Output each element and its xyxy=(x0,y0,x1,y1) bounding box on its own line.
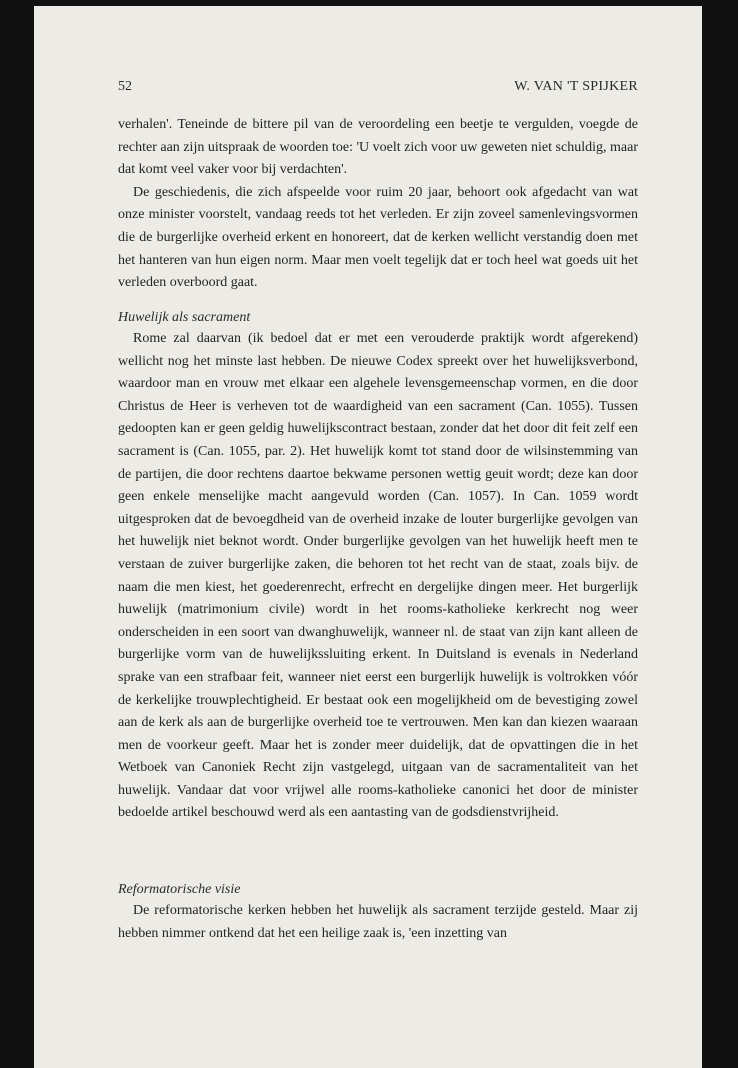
section-heading: Huwelijk als sacrament xyxy=(118,310,251,325)
paragraph: De geschiedenis, die zich afspeelde voor ruim 20 jaar, behoort ook afgedacht van wat onze minister voorstelt, vandaag reeds tot het verleden. Er zijn zoveel samenlevingsvormen die de burgerlijke overheid erkent en honoreert, dat de kerken wellicht verstandig doen met het hanteren van hun eigen norm. Maar men voelt tegelijk dat er toch heel wat goeds uit het verleden overboord gaat. xyxy=(118,184,638,291)
paragraph: verhalen'. Teneinde de bittere pil van de veroordeling een beetje te vergulden, voegde de rechter aan zijn uitspraak de woorden toe: 'U voelt zich voor uw geweten niet schuldig, maar dat komt veel vaker voor bij verdachten'. xyxy=(118,117,638,178)
paragraph: De reformatorische kerken hebben het huwelijk als sacrament terzijde gesteld. Maar zij hebben nimmer ontkend dat het een heilige zaak is, 'een inzetting van xyxy=(118,903,638,941)
body-text-intro xyxy=(118,114,638,295)
body-text-reformatory xyxy=(118,900,638,945)
author-name: W. VAN 'T SPIJKER xyxy=(514,79,638,94)
paragraph: Rome zal daarvan (ik bedoel dat er met een verouderde praktijk wordt afgerekend) wellicht nog het minste last hebben. De nieuwe Codex spreekt over het huwelijksverbond, waardoor man en vrouw met elkaar een algehele levensgemeenschap vormen, en die door Christus de Heer is verheven tot de waardigheid van een sacrament (Can. 1055). Tussen gedoopten kan er geen geldig huwelijkscontract bestaan, zonder dat het door dit feit zelf een sacrament is (Can. 1055, par. 2). Het huwelijk komt tot stand door de wilsinstemming van de partijen, die door rechtens daartoe bekwame personen wettig geuit wordt; deze kan door geen enkele menselijke macht aangevuld worden (Can. 1057). In Can. 1059 wordt uitgesproken dat de bevoegdheid van de overheid inzake de louter burgerlijke gevolgen van het huwelijk niet beknot wordt. Onder burgerlijke gevolgen van het huwelijk heeft men te verstaan de zuiver burgerlijke zaken, die behoren tot het recht van de staat, zoals bijv. de naam die men kiest, het goederenrecht, erfrecht en dergelijke dingen meer. Het burgerlijk huwelijk (matrimonium civile) wordt in het rooms-katholieke kerkrecht nog weer onderscheiden in een soort van dwanghuwelijk, wanneer nl. de staat van zijn kant alleen de burgerlijke vorm van de huwelijkssluiting erkent. In Duitsland is evenals in Nederland sprake van een strafbaar feit, wanneer niet eerst een burgerlijk huwelijk is voltrokken vóór de kerkelijke trouwplechtigheid. Er bestaat ook een mogelijkheid om de bevestiging zowel aan de kerk als aan de burgerlijke overheid toe te vertrouwen. Men kan dan kiezen waaraan men de voorkeur geeft. Maar het is zonder meer duidelijk, dat de opvattingen die in het Wetboek van Canoniek Recht zijn vastgelegd, uitgaan van de sacramentaliteit van het huwelijk. Vandaar dat voor vrijwel alle rooms-katholieke canonici het door de minister bedoelde artikel beschouwd werd als een aantasting van de godsdienstvrijheid. xyxy=(118,331,638,821)
running-head xyxy=(118,79,638,97)
scan-border-right xyxy=(702,0,738,1068)
scan-border-left xyxy=(0,0,34,1068)
body-text-sacrament xyxy=(118,328,638,825)
section-heading: Reformatorische visie xyxy=(118,882,241,897)
page-number: 52 xyxy=(118,79,132,94)
